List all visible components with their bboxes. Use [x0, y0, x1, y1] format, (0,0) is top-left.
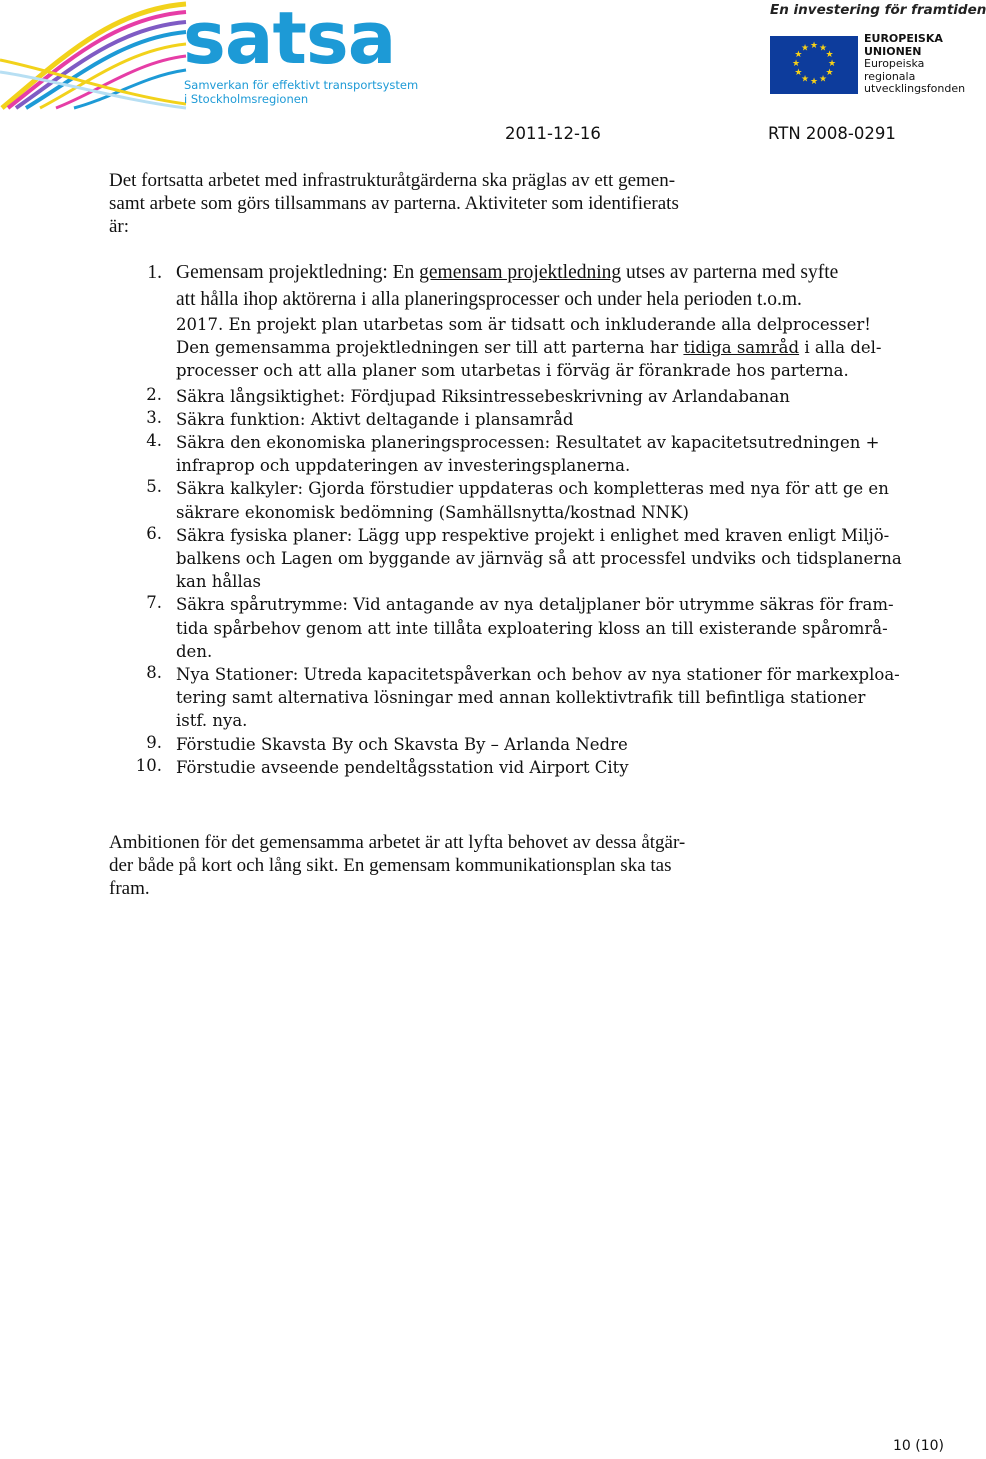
list-item-number: 8.	[146, 663, 162, 683]
list-item-number: 4.	[146, 431, 162, 451]
activity-list	[112, 260, 957, 779]
list-item-line: säkrare ekonomisk bedömning (Samhällsnytta/kostnad NNK)	[176, 502, 689, 522]
paragraph-line: fram.	[109, 878, 150, 899]
list-item-number: 9.	[146, 732, 162, 752]
svg-text:★: ★	[800, 43, 810, 54]
underlined-text: gemensam projektledning	[419, 262, 622, 283]
list-item	[112, 756, 957, 779]
svg-text:★: ★	[809, 77, 819, 87]
list-item-number: 3.	[146, 407, 162, 427]
list-item-number: 6.	[146, 523, 162, 543]
list-item-number: 5.	[146, 477, 162, 497]
list-item	[112, 260, 957, 383]
satsa-wordmark: satsa	[183, 0, 396, 80]
list-item-line: Förstudie avseende pendeltågsstation vid Airport City	[176, 757, 629, 777]
list-item-line: Säkra funktion: Aktivt deltagande i plansamråd	[176, 409, 574, 429]
eu-flag-icon	[770, 36, 858, 94]
eu-slogan: En investering för framtiden	[770, 2, 986, 18]
list-item-line: kan hållas	[176, 572, 262, 592]
list-item-number: 10.	[135, 755, 162, 775]
list-item-line: Säkra kalkyler: Gjorda förstudier uppdateras och kompletteras med nya för att ge en	[176, 479, 889, 499]
eu-label-line: EUROPEISKA	[864, 32, 943, 45]
list-item	[112, 593, 957, 663]
list-item-line: Säkra spårutrymme: Vid antagande av nya detaljplaner bör utrymme säkras för fram-	[176, 595, 894, 615]
list-item	[112, 408, 957, 431]
list-item-line: infraprop och uppdateringen av investeringsplanerna.	[176, 456, 631, 476]
list-item-line: den.	[176, 641, 213, 661]
satsa-tagline	[184, 78, 419, 106]
paragraph-line: är:	[109, 216, 130, 237]
paragraph-line: samt arbete som görs tillsammans av parterna. Aktiviteter som identifierats	[109, 193, 679, 214]
eu-label-line: UNIONEN	[864, 44, 922, 58]
svg-text:★: ★	[827, 59, 837, 69]
list-item-line: balkens och Lagen om byggande av järnväg så att processfel undviks och tidsplanerna	[176, 549, 902, 569]
eu-label-line: utvecklingsfonden	[864, 82, 966, 95]
eu-label	[864, 33, 964, 96]
svg-text:★: ★	[791, 59, 801, 69]
list-item-line: istf. nya.	[176, 711, 248, 731]
svg-text:★: ★	[800, 74, 810, 85]
satsa-logo	[0, 0, 419, 112]
page-number: 10 (10)	[893, 1438, 945, 1454]
eu-label-line: Europeiska	[864, 57, 925, 70]
list-item-line: processer och att alla planer som utarbetas i förväg är förankrade hos parterna.	[176, 361, 849, 381]
list-item-number: 2.	[146, 384, 162, 404]
list-item-line: Förstudie Skavsta By och Skavsta By – Arlanda Nedre	[176, 734, 628, 754]
underlined-text: tidiga samråd	[683, 338, 800, 358]
svg-text:★: ★	[809, 41, 819, 51]
list-item	[112, 431, 957, 477]
list-item	[112, 733, 957, 756]
list-item-line: 2017. En projekt plan utarbetas som är tidsatt och inkluderande alla delprocesser!	[176, 315, 871, 334]
list-item	[112, 477, 957, 523]
svg-text:★: ★	[818, 43, 828, 54]
ambition-paragraph	[109, 831, 799, 900]
satsa-tagline-line: Samverkan för effektivt transportsystem	[184, 78, 419, 92]
list-item	[112, 385, 957, 408]
intro-paragraph	[109, 169, 799, 238]
svg-text:★: ★	[825, 68, 834, 78]
document-reference: RTN 2008-0291	[768, 124, 896, 143]
svg-text:★: ★	[825, 50, 834, 60]
list-item-line: Säkra fysiska planer: Lägg upp respektive projekt i enlighet med kraven enligt Miljö-	[176, 525, 890, 545]
list-item-line: att hålla ihop aktörerna i alla planeringsprocesser och under hela perioden t.o.m.	[176, 288, 802, 310]
eu-label-line: regionala	[864, 69, 916, 83]
list-item-number: 1.	[147, 262, 162, 283]
list-item-line: tering samt alternativa lösningar med annan kollektivtrafik till befintliga stationer	[176, 688, 866, 708]
list-item-line: Säkra den ekonomiska planeringsprocessen: Resultatet av kapacitetsutredningen +	[176, 433, 880, 453]
list-item-number: 7.	[146, 593, 162, 613]
list-item-line: tida spårbehov genom att inte tillåta exploatering kloss an till existerande spårområ-	[176, 618, 888, 638]
svg-text:★: ★	[818, 74, 828, 85]
satsa-swoosh-graphic	[0, 0, 190, 112]
list-item-line: Gemensam projektledning: En gemensam projektledning utses av parterna med syfte	[176, 262, 839, 283]
svg-text:★: ★	[794, 68, 803, 78]
svg-text:★: ★	[794, 50, 803, 60]
list-item-line: Säkra långsiktighet: Fördjupad Riksintressebeskrivning av Arlandabanan	[176, 386, 790, 406]
paragraph-line: Det fortsatta arbetet med infrastrukturåtgärderna ska präglas av ett gemen-	[109, 170, 676, 191]
list-item-line: Den gemensamma projektledningen ser till att parterna har tidiga samråd i alla del-	[176, 338, 882, 358]
list-item	[112, 524, 957, 594]
document-date: 2011-12-16	[505, 124, 601, 143]
list-item	[112, 663, 957, 733]
satsa-tagline-line: i Stockholmsregionen	[184, 92, 309, 106]
paragraph-line: der både på kort och lång sikt. En gemensam kommunikationsplan ska tas	[109, 855, 672, 876]
paragraph-line: Ambitionen för det gemensamma arbetet är att lyfta behovet av dessa åtgär-	[109, 832, 686, 853]
list-item-line: Nya Stationer: Utreda kapacitetspåverkan och behov av nya stationer för markexploa-	[176, 665, 900, 685]
